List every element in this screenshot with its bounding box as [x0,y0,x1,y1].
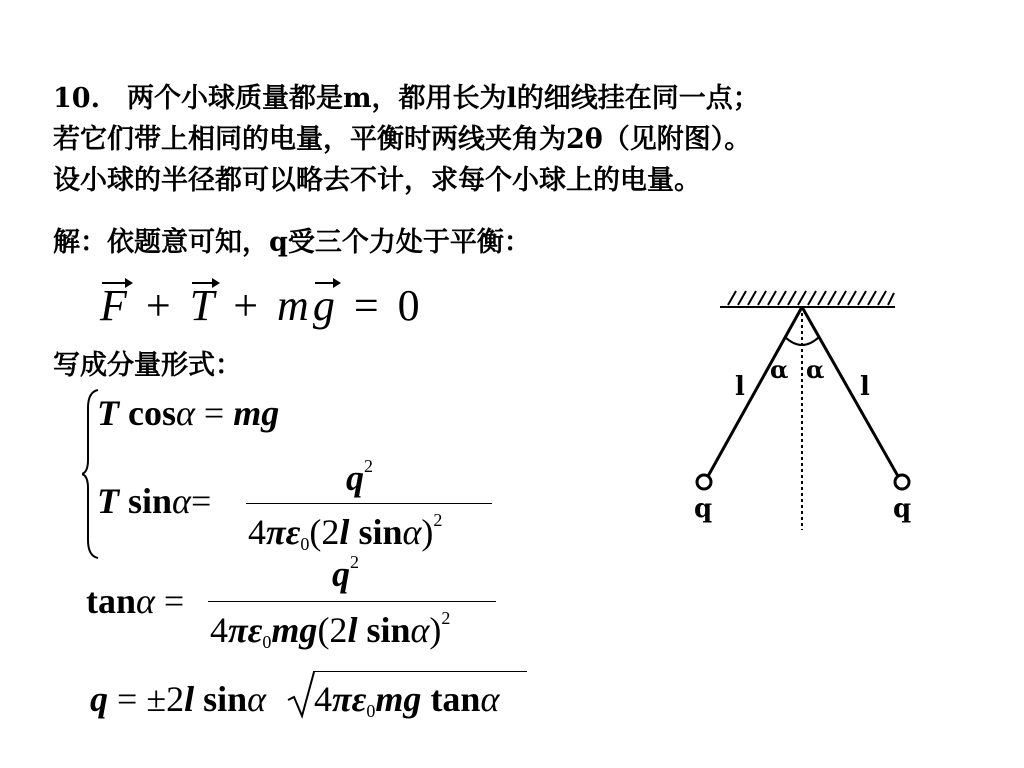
eq3-four: 4 [210,610,228,650]
eq4-plus-minus-two: ±2 [146,679,185,719]
eq2-l: l [339,512,350,552]
eq4-equals: = [117,679,138,719]
right-ball [895,475,909,489]
eq3-den-alpha: α [410,610,430,650]
eq2-den-exp: 2 [433,510,443,530]
eq2-q-exp: 2 [364,456,373,476]
eq2-sin: sin [128,481,173,521]
eq3-denominator [210,608,450,653]
force-F: F [100,281,131,330]
eq3-pi: π [228,610,248,650]
left-ball [697,475,711,489]
eq2-eps-sub: 0 [300,534,310,554]
eq3-equals: = [163,581,185,621]
eq1-cos: cos [128,393,176,433]
eq3-q-exp: 2 [350,552,359,572]
eq3-tan: tan [86,581,137,621]
eq3-den-exp: 2 [441,608,451,628]
eq4-q: q [90,679,108,719]
eq4-l: l [184,679,195,719]
sqrt-bar [313,671,527,672]
equation-cos [97,392,279,434]
length-right-label: l [860,372,870,402]
sqrt-sign [286,670,316,720]
eq2-alpha: α [172,481,191,521]
mass-m: m [277,281,313,330]
solution-intro: 解：依题意可知，q受三个力处于平衡： [53,227,531,258]
plus-sign-1: + [145,281,175,330]
right-string [802,307,899,478]
eq4-sin: sin [194,679,248,719]
eq1-equals: = [203,393,225,433]
eq3-paren-open: (2 [317,610,348,650]
eq2-T: T [97,481,119,521]
gravity-g: g [312,281,339,330]
problem-line-2: 若它们带上相同的电量，平衡时两线夹角为2θ（见附图）。 [53,124,752,155]
eq1-mg: mg [233,393,280,433]
eq4-epsilon: ε [351,679,367,719]
eq2-paren-close: ) [421,512,434,552]
alpha-left-label: α [770,355,789,384]
eq3-fraction-bar [208,601,496,602]
vector-equation [100,280,424,331]
eq2-four: 4 [248,512,266,552]
alpha-right-label: α [806,355,825,384]
equals-sign: = [353,281,383,330]
eq4-alpha2: α [480,679,500,719]
eq2-epsilon: ε [285,512,301,552]
equation-q-solution [90,678,266,720]
tension-T: T [189,281,219,330]
ceiling-hatching [720,291,895,307]
eq2-denominator [248,510,442,555]
eq2-q: q [346,458,364,498]
eq2-den-sin: sin [349,512,403,552]
charge-right-label: q [893,494,912,524]
eq2-equals: = [190,481,212,521]
plus-sign-2: + [233,281,263,330]
eq1-T: T [97,393,119,433]
component-label: 写成分量形式： [53,350,242,381]
eq4-four: 4 [314,679,332,719]
problem-line-3: 设小球的半径都可以略去不计，求每个小球上的电量。 [53,165,701,196]
eq3-paren-close: ) [429,610,442,650]
problem-line-1: 10. 两个小球质量都是m，都用长为l的细线挂在同一点； [53,83,760,114]
eq3-alpha: α [136,581,155,621]
eq2-fraction-bar [246,503,492,504]
eq4-radicand [314,678,499,722]
eq3-l: l [347,610,358,650]
eq3-q: q [332,554,350,594]
eq3-eps-sub: 0 [262,632,272,652]
eq4-mg: mg [375,679,422,719]
eq4-pi: π [332,679,352,719]
charge-left-label: q [694,494,713,524]
eq4-alpha: α [247,679,267,719]
eq3-numerator [332,552,359,595]
eq2-pi: π [266,512,286,552]
left-string [707,307,802,478]
zero: 0 [397,281,424,330]
pendulum-figure [680,285,940,540]
eq2-paren-open: (2 [309,512,340,552]
equation-tan-lhs [86,580,184,622]
eq1-alpha: α [176,393,195,433]
length-left-label: l [735,372,745,402]
eq3-mg: mg [271,610,318,650]
eq3-den-sin: sin [357,610,411,650]
eq2-numerator [346,456,373,499]
eq4-eps-sub: 0 [366,701,376,721]
eq3-epsilon: ε [247,610,263,650]
equation-sin-lhs [97,480,211,522]
eq2-den-alpha: α [402,512,422,552]
eq4-tan: tan [421,679,481,719]
